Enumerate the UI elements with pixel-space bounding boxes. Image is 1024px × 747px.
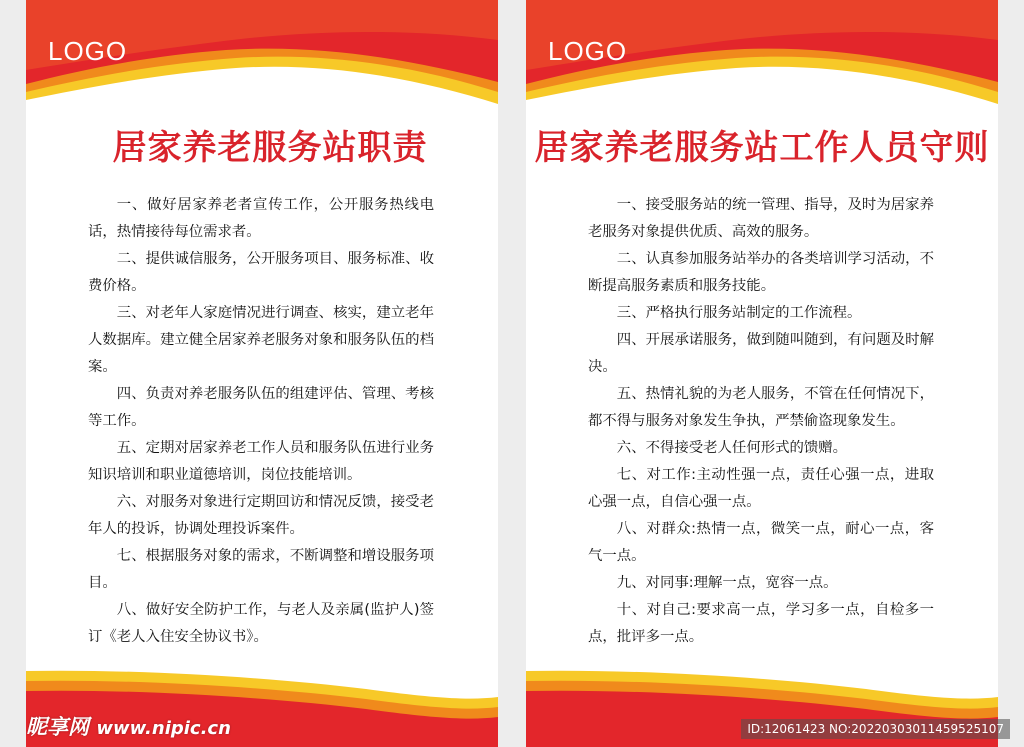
poster-title: 居家养老服务站工作人员守则	[534, 128, 990, 168]
list-item: 七、根据服务对象的需求，不断调整和增设服务项目。	[88, 548, 434, 591]
logo-text: LOGO	[48, 36, 128, 66]
list-item: 四、负责对养老服务队伍的组建评估、管理、考核等工作。	[88, 386, 434, 429]
list-item: 五、定期对居家养老工作人员和服务队伍进行业务知识培训和职业道德培训，岗位技能培训。	[88, 440, 434, 483]
list-item: 十、对自己:要求高一点，学习多一点，自检多一点，批评多一点。	[588, 602, 934, 645]
list-item: 九、对同事:理解一点，宽容一点。	[616, 575, 838, 591]
poster-left	[26, 0, 498, 747]
list-item: 二、认真参加服务站举办的各类培训学习活动，不断提高服务素质和服务技能。	[588, 251, 934, 294]
list-item: 二、提供诚信服务，公开服务项目、服务标准、收费价格。	[88, 251, 434, 294]
list-item: 一、做好居家养老者宣传工作，公开服务热线电话，热情接待每位需求者。	[88, 197, 434, 240]
poster-right	[526, 0, 998, 747]
list-item: 五、热情礼貌的为老人服务，不管在任何情况下，都不得与服务对象发生争执，严禁偷盗现象发生。	[588, 386, 934, 429]
list-item: 三、严格执行服务站制定的工作流程。	[616, 305, 862, 321]
rules-list	[588, 192, 934, 651]
watermark-id: ID:12061423 NO:20220303011459525107	[741, 719, 1010, 739]
list-item: 一、接受服务站的统一管理、指导，及时为居家养老服务对象提供优质、高效的服务。	[588, 197, 934, 240]
list-item: 三、对老年人家庭情况进行调查、核实，建立老年人数据库。建立健全居家养老服务对象和服务队伍的档案。	[88, 305, 434, 375]
list-item: 八、做好安全防护工作，与老人及亲属(监护人)签订《老人入住安全协议书》。	[88, 602, 434, 645]
list-item: 四、开展承诺服务，做到随叫随到，有问题及时解决。	[588, 332, 934, 375]
list-item: 七、对工作:主动性强一点，责任心强一点，进取心强一点，自信心强一点。	[588, 467, 934, 510]
watermark-site: www.nipic.cn	[96, 718, 231, 739]
list-item: 六、对服务对象进行定期回访和情况反馈，接受老年人的投诉，协调处理投诉案件。	[88, 494, 434, 537]
logo-text: LOGO	[548, 36, 628, 66]
list-item: 八、对群众:热情一点，微笑一点，耐心一点，客气一点。	[588, 521, 934, 564]
list-item: 六、不得接受老人任何形式的馈赠。	[616, 440, 848, 456]
poster-title: 居家养老服务站职责	[112, 128, 428, 168]
watermark-brand	[26, 711, 231, 741]
duty-list	[88, 192, 434, 651]
watermark-brand-name: 昵享网	[26, 715, 89, 739]
